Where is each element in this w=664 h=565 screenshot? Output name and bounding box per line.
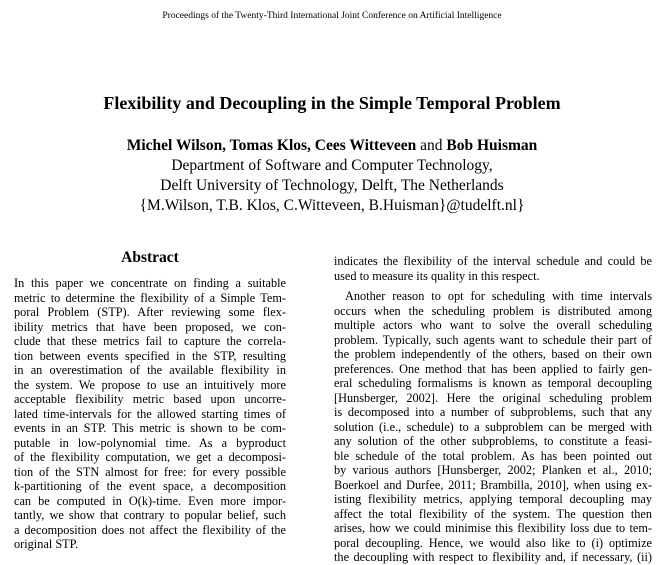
paper-title: Flexibility and Decoupling in the Simple Temporal Problem [103,93,561,113]
body-line: isting flexibility metrics, applying temporal decoupling may [334,492,652,506]
abstract-line: k-partitioning of the event space, a decomposition [14,479,286,493]
intro-paragraph-1 [334,254,652,283]
abstract-line: poral Problem (STP). After reviewing some flex- [14,305,286,319]
body-line: eral scheduling formalisms is known as temporal decoupling [334,376,652,390]
body-line: preferences. One method that has been applied to fairly gen- [334,361,652,376]
author-names-line [0,136,664,156]
abstract-line: a decomposition does not affect the flexibility of the [14,522,286,537]
abstract-line: in an overestimation of the available flexibility in [14,363,286,377]
body-line: multiple actors who want to solve the overall scheduling [334,318,652,332]
abstract-line: putable in low-polynomial time. As a byproduct [14,435,286,450]
left-column [14,248,286,552]
abstract-line: tantly, we show that contrary to popular belief, such [14,508,286,522]
affiliation-department: Department of Software and Computer Technology, [171,157,493,174]
body-line: is decomposed into a number of subproblems, such that any [334,405,652,419]
body-line: arises, how we could minimise this flexibility loss due to tem- [334,521,652,535]
body-line: affect the total flexibility of the system. The question then [334,506,652,521]
body-line: by various authors [Hunsberger, 2002; Planken et al., 2010; [334,463,652,477]
body-line: solution (i.e., schedule) to a subproblem can be merged with [334,419,652,434]
body-line: [Hunsberger, 2002]. Here the original scheduling problem [334,390,652,405]
abstract-line: tion of the STN almost for free: for every possible [14,464,286,479]
abstract-line: lated time-intervals for the allowed starting times of [14,406,286,421]
intro-paragraph-2 [334,289,652,565]
abstract-line: acceptable flexibility metric based upon uncorre- [14,392,286,406]
abstract-line: tion between events specified in the STP, resulting [14,348,286,363]
body-line: ble schedule of the total problem. As has been pointed out [334,448,652,463]
abstract-line: original STP. [14,537,79,551]
body-line: the problem independently of the others, based on their own [334,347,652,361]
abstract-line: In this paper we concentrate on finding a suitable [14,276,286,290]
abstract-heading: Abstract [121,249,179,266]
abstract-body [14,276,286,552]
body-line: the decoupling with respect to flexibility and, if necessary, (ii) [334,550,652,564]
abstract-line: the system. We propose to use an intuitively more [14,377,286,392]
abstract-line: ibility metrics that have been proposed, we con- [14,319,286,334]
author-and: and [420,137,443,154]
proceedings-header: Proceedings of the Twenty-Third International Joint Conference on Artificial Intelligence [162,11,502,21]
abstract-line: metric to determine the flexibility of a Simple Tem- [14,290,286,305]
author-block [0,136,664,216]
body-line: poral decoupling. Hence, we would also like to (i) optimize [334,535,652,550]
body-line: Another reason to opt for scheduling with time intervals [345,289,652,303]
right-column [334,254,652,565]
abstract-line: clude that these metrics fail to capture the correla- [14,334,286,348]
body-line: occurs when the scheduling problem is distributed among [334,303,652,318]
author-last: Bob Huisman [446,137,538,154]
body-line: used to measure its quality in this respect. [334,268,540,283]
body-line: Boerkoel and Durfee, 2011; Brambilla, 2010], when using ex- [334,477,652,492]
author-names: Michel Wilson, Tomas Klos, Cees Witteveen [126,137,417,154]
abstract-line: events in an STP. This metric is shown to be com- [14,421,286,435]
body-line: indicates the flexibility of the interval schedule and could be [334,254,652,268]
abstract-line: of the flexibility computation, we get a decomposi- [14,450,286,464]
body-line: any solution of the other subproblems, to constitute a feasi- [334,434,652,448]
affiliation-emails: {M.Wilson, T.B. Klos, C.Witteveen, B.Huisman}@tudelft.nl} [139,197,525,214]
affiliation-university: Delft University of Technology, Delft, The Netherlands [160,177,504,194]
body-line: problem. Typically, such agents want to schedule their part of [334,332,652,347]
abstract-line: can be computed in O(k)-time. Even more impor- [14,493,286,508]
